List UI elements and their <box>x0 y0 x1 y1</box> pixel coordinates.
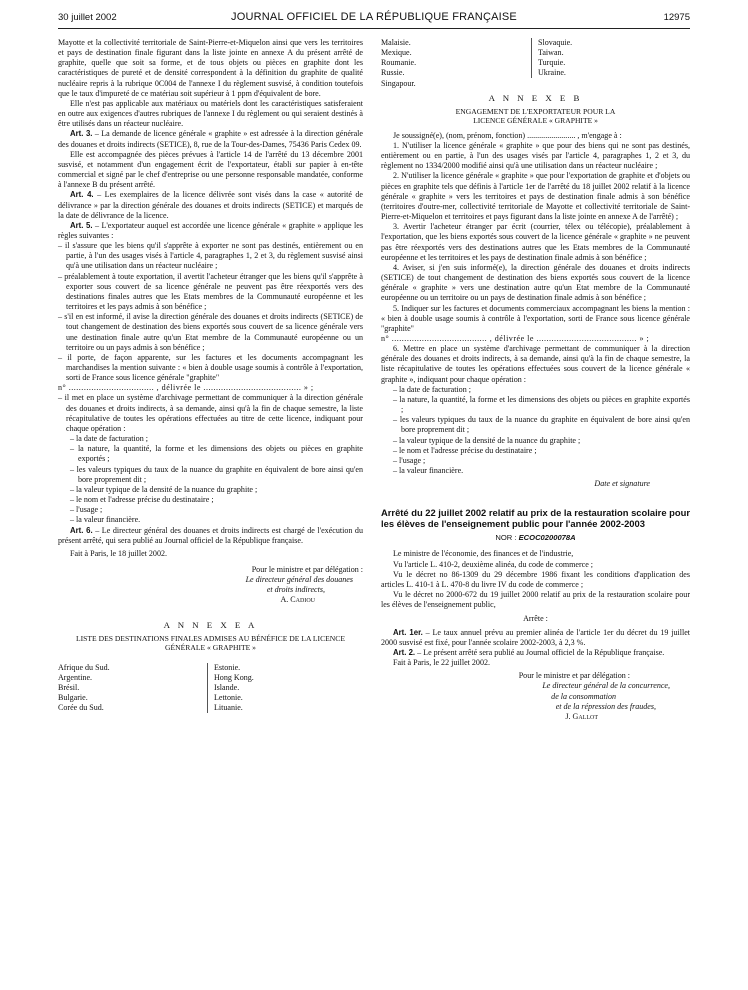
sub-item: – l'usage ; <box>393 455 426 465</box>
list-item: n° ...................................... , délivrée le ........................................ » ; <box>381 333 650 343</box>
article-2: Art. 2. – Le présent arrêté sera publié au Journal officiel de la République française. <box>393 647 665 657</box>
nor-code: ECOC0200078A <box>518 533 576 543</box>
sub-item: – la valeur typique de la densité de la nuance du graphite ; <box>70 484 258 494</box>
list-item: Turquie. <box>538 58 566 68</box>
list-item: Mexique. <box>381 48 412 58</box>
list-item: Corée du Sud. <box>58 703 104 713</box>
article-label: Art. 1er. <box>393 627 423 637</box>
signature-title: Le directeur général de la concurrence, <box>542 681 670 691</box>
sub-item: – la valeur financière. <box>70 515 141 525</box>
page-number: 12975 <box>663 12 690 23</box>
article-6: Art. 6. – Le directeur général des douanes et droits indirects est chargé de l'exécution du présent arrêté, qui sera publié au Journal officiel de la République française. <box>58 525 363 545</box>
paragraph: Le ministre de l'économie, des finances et de l'industrie, <box>393 549 574 559</box>
list-item: 4. Aviser, si j'en suis informé(e), la direction générale des douanes et droits indirects (SETICE) de tout changement de destination des biens exportés sous couvert de la licence générale « graphite » vers une destination autre qu'un Etat membre de la Communauté européenne ou un territoire ou un pays de destination finale admis à son bénéfice ; <box>381 262 690 303</box>
country-list <box>58 663 363 714</box>
list-item: Lituanie. <box>214 703 243 713</box>
list-item: 3. Avertir l'acheteur étranger par écrit (courrier, télex ou télécopie), préalablement à l'exportation, que les biens exportés sous couvert de la licence générale « graphite » ne peuvent pas être réexportés vers des destinations autres que les Etats membres de la Communauté européenne et les territoires et les pays de destination finale admis à son bénéfice ; <box>381 222 690 262</box>
annexe-b-title: A N N E X E B <box>488 92 583 103</box>
signature-title: Le directeur général des douanes <box>245 575 353 585</box>
sub-item: – la nature, la quantité, la forme et les dimensions des objets ou pièces en graphite exportés ; <box>393 394 690 415</box>
article-5: Art. 5. – L'exportateur auquel est accordée une licence générale « graphite » applique les règles suivantes : <box>58 220 363 240</box>
sub-item: – le nom et l'adresse précise du destinataire ; <box>393 445 537 455</box>
decree-title: Arrêté du 22 juillet 2002 relatif au prix de la restauration scolaire pour les élèves de l'enseignement public pour l'année 2002-2003 <box>381 507 690 530</box>
list-item: Singapour. <box>381 78 416 88</box>
list-item: 5. Indiquer sur les factures et documents commerciaux accompagnant les biens la mention : « bien à double usage soumis à contrôle à l'exportation, sorti de France sous licence générale "graphite" <box>381 303 690 333</box>
list-item: – il met en place un système d'archivage permettant de communiquer à la direction générale des douanes et droits indirects, à sa demande, ainsi qu'à la fin de chaque semestre, la liste récapitulative de toutes les opérations effectuées au titre de cette licence, indiquant pour chaque opération : <box>58 393 363 433</box>
signature-title: de la consommation <box>551 691 616 701</box>
country-column <box>207 663 363 714</box>
nor-line <box>381 533 690 543</box>
article-label: Art. 2. <box>393 647 416 657</box>
article-4: Art. 4. – Les exemplaires de la licence délivrée sont visés dans la case « autorité de délivrance » par la direction générale des douanes et droits indirects (SETICE) et marqués de la date de délivrance de la licence. <box>58 190 363 220</box>
list-item: n° .................................. , délivrée le ....................................... » ; <box>58 383 314 393</box>
list-item: Malaisie. <box>381 38 411 47</box>
list-item: Afrique du Sud. <box>58 662 110 672</box>
header-title: JOURNAL OFFICIEL DE LA RÉPUBLIQUE FRANÇAISE <box>231 11 517 23</box>
sub-item: – la nature, la quantité, la forme et les dimensions des objets ou pièces en graphite exportés ; <box>70 444 363 464</box>
sub-item: – l'usage ; <box>70 505 103 515</box>
country-list <box>381 38 690 89</box>
annexe-b-subtitle: ENGAGEMENT DE L'EXPORTATEUR POUR LA LICENCE GÉNÉRALE « GRAPHITE » <box>455 106 616 126</box>
signature-title: et de la répression des fraudes, <box>555 701 656 711</box>
left-column <box>58 38 363 713</box>
list-item: Argentine. <box>58 672 93 682</box>
list-item: – il porte, de façon apparente, sur les factures et les documents accompagnant les marchandises la mention suivante : « bien à double usage soumis à contrôle à l'exportation, sorti de France sous licence générale "graphite" <box>58 352 363 383</box>
fait-line: Fait à Paris, le 18 juillet 2002. <box>70 548 167 558</box>
list-item: Taiwan. <box>538 48 564 58</box>
header-rule <box>58 28 690 29</box>
right-column <box>381 38 690 722</box>
list-item: Hong Kong. <box>214 672 254 682</box>
sub-item: – la valeur financière. <box>393 466 464 476</box>
signature-title: et droits indirects, <box>266 585 325 595</box>
list-item: Russie. <box>381 68 405 78</box>
article-1: Art. 1er. – Le taux annuel prévu au premier alinéa de l'article 1er du décret du 19 juillet 2000 susvisé est fixé, pour l'année scolaire 2002-2003, à 2,3 %. <box>381 627 690 647</box>
list-item: Slovaquie. <box>538 38 573 47</box>
header-date: 30 juillet 2002 <box>58 12 117 23</box>
list-item: Roumanie. <box>381 58 417 68</box>
date-signature: Date et signature <box>594 479 650 489</box>
article-label: Art. 5. <box>70 220 93 230</box>
list-item: Brésil. <box>58 683 80 693</box>
sub-item: – les valeurs typiques du taux de la nuance du graphite en équivalent de bore ainsi qu'en bore proprement dit ; <box>70 464 363 484</box>
list-item: 6. Mettre en place un système d'archivage permettant de communiquer à la direction générale des douanes et droits indirects, à sa demande, ainsi qu'à la fin de chaque semestre, la liste récapitulative de toutes les opérations effectuées sous couvert de la licence générale « graphite », indiquant pour chaque opération : <box>381 344 690 384</box>
signature-name: A. Cadiou <box>280 595 315 605</box>
list-item: – il s'assure que les biens qu'il s'apprête à exporter ne sont pas destinés, entièrement ou en partie, à l'un des usages visés à l'article 4, paragraphes 1, 2 et 3, du règlement susvisé ainsi qu'à une utilisation dans un réacteur nucléaire ; <box>58 241 363 271</box>
signature-name: J. Gallot <box>565 711 598 721</box>
list-item: – s'il en est informé, il avise la direction générale des douanes et droits indirects (SETICE) de tout changement de destination des biens exportés sous couvert de sa licence générale vers une destination finale autre qu'un Etat membre de la Communauté européenne ou un territoire ou un pays admis à son bénéfice ; <box>58 312 363 352</box>
paragraph: Elle est accompagnée des pièces prévues à l'article 14 de l'arrêté du 13 décembre 2001 susvisé, et notamment d'un engagement écrit de l'exportateur, établi sur papier à en-tête commercial et signé par le chef d'entreprise ou une personne responsable mandatée, conforme à l'annexe B du présent arrêté. <box>58 149 363 190</box>
nor-label: NOR : <box>495 533 519 543</box>
page-header <box>58 10 690 26</box>
list-item: Lettonie. <box>214 693 243 703</box>
signature-line: Pour le ministre et par délégation : <box>518 671 630 681</box>
article-label: Art. 4. <box>70 190 94 200</box>
sub-item: – les valeurs typiques du taux de la nuance du graphite en équivalent de bore ainsi qu'en bore proprement dit ; <box>393 415 690 435</box>
country-column <box>58 663 207 714</box>
article-label: Art. 6. <box>70 525 93 535</box>
list-item: Bulgarie. <box>58 693 88 703</box>
sub-item: – la valeur typique de la densité de la nuance du graphite ; <box>393 435 581 445</box>
paragraph: Je soussigné(e), (nom, prénom, fonction) ........................ , m'engage à : <box>393 130 622 140</box>
country-column <box>531 38 688 78</box>
list-item: 1. N'utiliser la licence générale « graphite » que pour des biens qui ne sont pas destinés, entièrement ou en partie, à l'un des usages visés par l'article 4, paragraphes 1, 2 et 3, du règlement no 1334/2000 modifié ainsi qu'à une utilisation dans un réacteur nucléaire ; <box>381 141 690 171</box>
paragraph: Mayotte et la collectivité territoriale de Saint-Pierre-et-Miquelon ainsi que vers les territoires et pays de destination finale figurant dans la liste jointe en annexe A du présent arrêté de graphite, quelle que soit sa forme, et de tous objets ou pièces en graphite dont les caractéristiques de pureté et de densité correspondent à la définition du graphite de qualité nucléaire repris à la rubrique 0C004 de l'annexe I du règlement susvisé, à condition toutefois que le taux d'impureté de ce matériau soit supérieur à 1 ppm d'équivalent de bore. <box>58 38 363 98</box>
sub-item: – la date de facturation ; <box>393 384 471 394</box>
signature-line: Pour le ministre et par délégation : <box>251 564 363 574</box>
paragraph: Vu l'article L. 410-2, deuxième alinéa, du code de commerce ; <box>393 559 594 569</box>
sub-item: – la date de facturation ; <box>70 434 148 444</box>
list-item: Ukraine. <box>538 68 566 78</box>
article-3: Art. 3. – La demande de licence générale « graphite » est adressée à la direction générale des douanes et droits indirects (SETICE), 8, rue de la Tour-des-Dames, 75436 Paris Cedex 09. <box>58 129 363 149</box>
paragraph: Elle n'est pas applicable aux matériaux ou matériels dont les caractéristiques satisferaient en outre aux exigences d'autres rubriques de l'annexe I du règlement ou qui seraient destinés à être utilisés dans un réacteur nucléaire. <box>58 98 363 129</box>
paragraph: Vu le décret no 2000-672 du 19 juillet 2000 relatif au prix de la restauration scolaire pour les élèves de l'enseignement public, <box>381 590 690 610</box>
sub-item: – le nom et l'adresse précise du destinataire ; <box>70 495 214 505</box>
list-item: – préalablement à toute exportation, il avertit l'acheteur étranger que les biens qu'il s'apprête à exporter sous couvert de sa licence générale ne peuvent pas être réexportés vers des destinations finales autres que les Etats membres de la Communauté européenne et les territoires et les pays admis à son bénéfice ; <box>58 271 363 312</box>
article-label: Art. 3. <box>70 129 93 139</box>
list-item: Islande. <box>214 683 240 693</box>
annexe-a-subtitle: LISTE DES DESTINATIONS FINALES ADMISES AU BÉNÉFICE DE LA LICENCE GÉNÉRALE « GRAPHITE » <box>76 633 345 653</box>
fait-line: Fait à Paris, le 22 juillet 2002. <box>393 658 490 668</box>
country-column <box>381 38 531 89</box>
annexe-a-title: A N N E X E A <box>163 619 258 630</box>
list-item: 2. N'utiliser la licence générale « graphite » que pour l'exportation de graphite et d'objets ou pièces en graphite tels que définis à l'article 1er de l'arrêté du 18 juillet 2002 relatif à la licence générale « graphite » vers les territoires et pays de destination finale admis à son bénéfice (territoires d'outre-mer, collectivité territoriale de Mayotte et collectivité territoriale de Saint-Pierre-et-Miquelon et territoires et pays figurant dans la liste jointe en annexe A de l'arrêté) ; <box>381 171 690 222</box>
paragraph: Vu le décret no 86-1309 du 29 décembre 1986 fixant les conditions d'application des articles L. 410-1 à L. 470-8 du livre IV du code de commerce ; <box>381 569 690 589</box>
arrete-label: Arrête : <box>523 614 548 624</box>
list-item: Estonie. <box>214 662 241 672</box>
